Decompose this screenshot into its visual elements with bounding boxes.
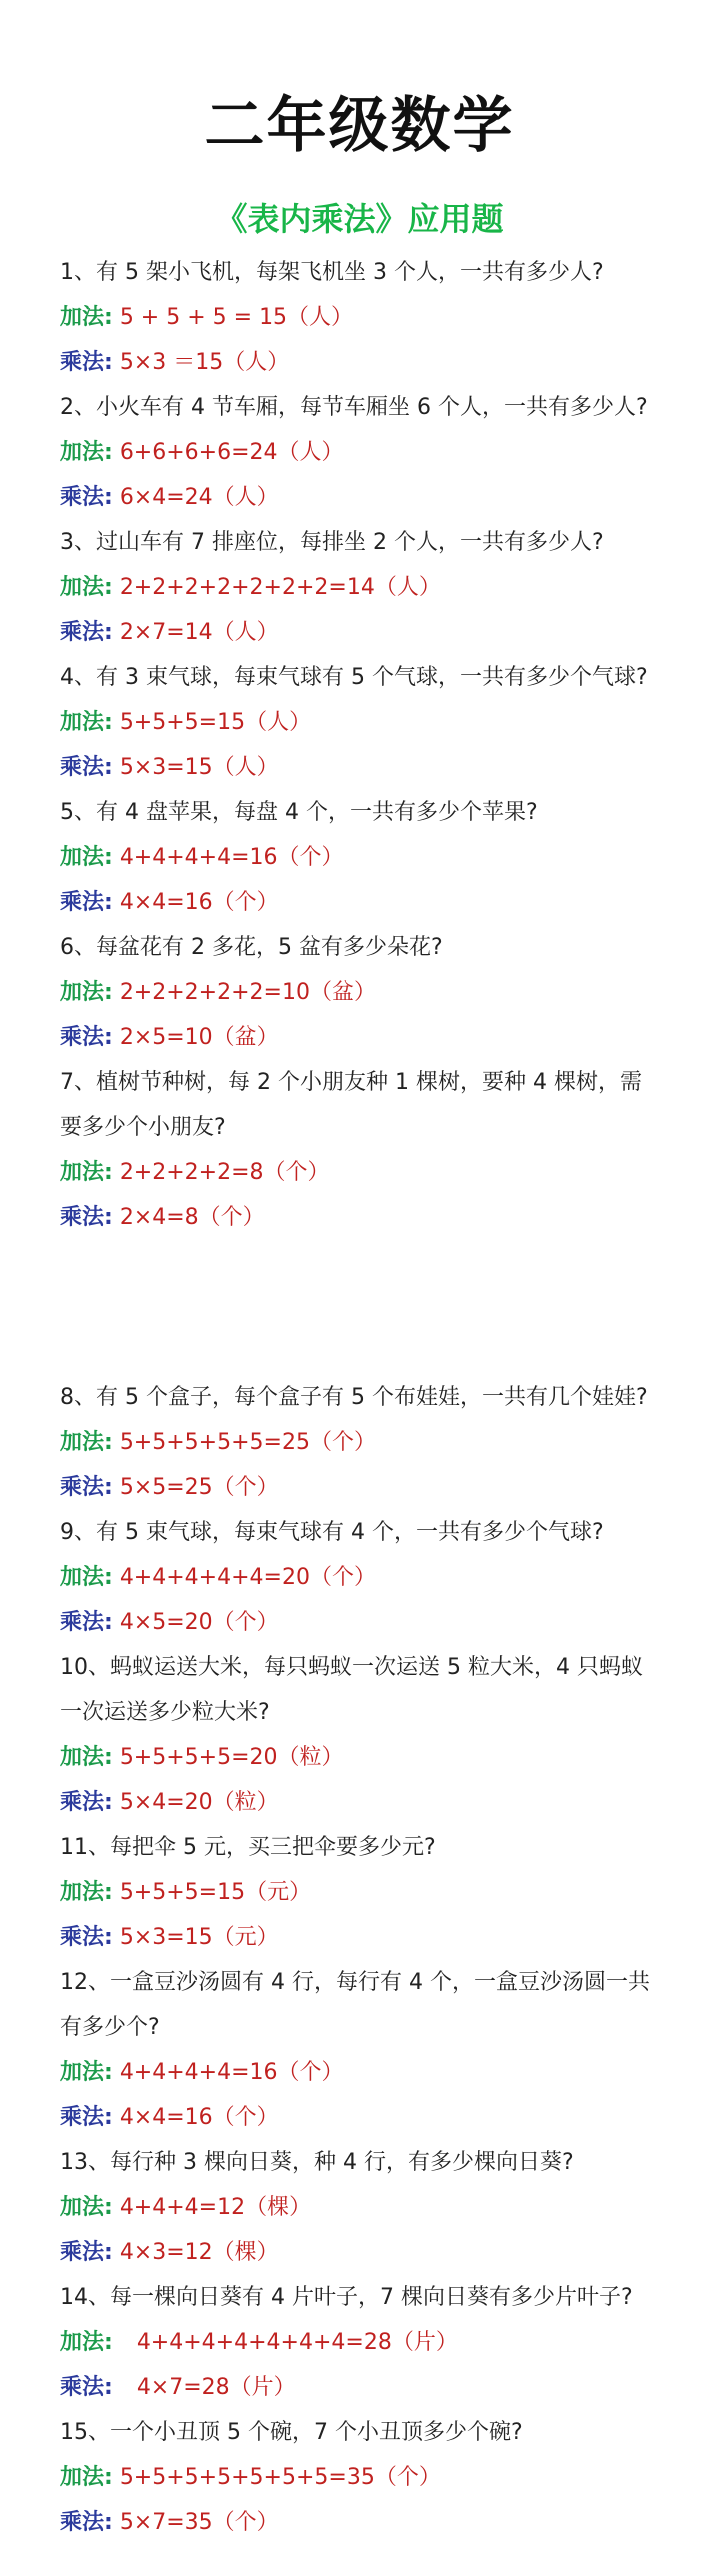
addition-equation: 2+2+2+2+2+2+2=14（人）	[119, 575, 441, 600]
addition-equation: 2+2+2+2+2=10（盆）	[119, 980, 376, 1005]
multiplication-row-11	[60, 1923, 680, 1953]
addition-equation: 4+4+4+4=16（个）	[119, 2060, 344, 2085]
addition-row-5	[60, 843, 680, 873]
addition-row-12	[60, 2058, 680, 2088]
multiplication-row-8	[60, 1473, 680, 1503]
addition-row-6	[60, 978, 680, 1008]
addition-equation: 5+5+5+5+5=25（个）	[119, 1430, 376, 1455]
question-1: 1、有 5 架小飞机，每架飞机坐 3 个人，一共有多少人?	[60, 260, 604, 285]
question-10-continued: 一次运送多少粒大米?	[60, 1700, 270, 1725]
question-7: 7、植树节种树，每 2 个小朋友种 1 棵树，要种 4 棵树，需	[60, 1070, 642, 1095]
multiplication-row-4	[60, 753, 680, 783]
multiplication-row-12	[60, 2103, 680, 2133]
addition-equation: 5+5+5+5=20（粒）	[119, 1745, 344, 1770]
addition-row-15	[60, 2463, 680, 2493]
addition-row-10	[60, 1743, 680, 1773]
addition-label: 加法:	[60, 1565, 113, 1590]
question-3: 3、过山车有 7 排座位，每排坐 2 个人，一共有多少人?	[60, 530, 604, 555]
multiplication-row-13	[60, 2238, 680, 2268]
addition-label: 加法:	[60, 575, 113, 600]
question-5: 5、有 4 盘苹果，每盘 4 个，一共有多少个苹果?	[60, 800, 538, 825]
question-10: 10、蚂蚁运送大米，每只蚂蚁一次运送 5 粒大米，4 只蚂蚁	[60, 1655, 643, 1680]
addition-row-4	[60, 708, 680, 738]
multiplication-row-9	[60, 1608, 680, 1638]
multiplication-equation: 2×7=14（人）	[119, 620, 279, 645]
question-12-continued: 有多少个?	[60, 2015, 160, 2040]
multiplication-label: 乘法:	[60, 2375, 113, 2400]
page-subtitle: 《表内乘法》应用题	[215, 200, 504, 238]
multiplication-equation: 5×3=15（人）	[119, 755, 279, 780]
addition-label: 加法:	[60, 2195, 113, 2220]
addition-label: 加法:	[60, 845, 113, 870]
multiplication-row-2	[60, 483, 680, 513]
addition-label: 加法:	[60, 1880, 113, 1905]
page-title: 二年级数学	[204, 91, 515, 161]
multiplication-equation: 2×5=10（盆）	[119, 1025, 279, 1050]
addition-equation: 2+2+2+2=8（个）	[119, 1160, 330, 1185]
addition-row-11	[60, 1878, 680, 1908]
multiplication-equation: 5×7=35（个）	[119, 2510, 279, 2535]
addition-row-7	[60, 1158, 680, 1188]
addition-label: 加法:	[60, 2060, 113, 2085]
multiplication-row-1	[60, 348, 680, 378]
addition-label: 加法:	[60, 1430, 113, 1455]
multiplication-label: 乘法:	[60, 1790, 113, 1815]
multiplication-label: 乘法:	[60, 890, 113, 915]
multiplication-label: 乘法:	[60, 485, 113, 510]
addition-equation: 5+5+5+5+5+5+5=35（个）	[119, 2465, 441, 2490]
addition-label: 加法:	[60, 2330, 113, 2355]
question-15: 15、一个小丑顶 5 个碗，7 个小丑顶多少个碗?	[60, 2420, 523, 2445]
addition-row-9	[60, 1563, 680, 1593]
multiplication-label: 乘法:	[60, 350, 113, 375]
multiplication-equation: 5×4=20（粒）	[119, 1790, 279, 1815]
question-13: 13、每行种 3 棵向日葵，种 4 行，有多少棵向日葵?	[60, 2150, 574, 2175]
multiplication-equation: 4×5=20（个）	[119, 1610, 279, 1635]
multiplication-row-7	[60, 1203, 680, 1233]
multiplication-row-6	[60, 1023, 680, 1053]
addition-row-8	[60, 1428, 680, 1458]
multiplication-label: 乘法:	[60, 2240, 113, 2265]
addition-label: 加法:	[60, 1160, 113, 1185]
addition-label: 加法:	[60, 440, 113, 465]
addition-label: 加法:	[60, 305, 113, 330]
question-14: 14、每一棵向日葵有 4 片叶子，7 棵向日葵有多少片叶子?	[60, 2285, 633, 2310]
multiplication-label: 乘法:	[60, 2105, 113, 2130]
multiplication-label: 乘法:	[60, 755, 113, 780]
multiplication-equation: 4×4=16（个）	[119, 2105, 279, 2130]
multiplication-row-3	[60, 618, 680, 648]
addition-row-2	[60, 438, 680, 468]
addition-equation: 5+5+5=15（人）	[119, 710, 312, 735]
multiplication-label: 乘法:	[60, 2510, 113, 2535]
addition-equation: 4+4+4=12（棵）	[119, 2195, 312, 2220]
addition-row-13	[60, 2193, 680, 2223]
multiplication-row-10	[60, 1788, 680, 1818]
question-8: 8、有 5 个盒子，每个盒子有 5 个布娃娃，一共有几个娃娃?	[60, 1385, 648, 1410]
multiplication-equation: 2×4=8（个）	[119, 1205, 265, 1230]
question-9: 9、有 5 束气球，每束气球有 4 个，一共有多少个气球?	[60, 1520, 604, 1545]
multiplication-equation: 4×7=28（片）	[136, 2375, 296, 2400]
addition-label: 加法:	[60, 710, 113, 735]
addition-equation: 4+4+4+4+4+4+4=28（片）	[136, 2330, 458, 2355]
multiplication-equation: 4×3=12（棵）	[119, 2240, 279, 2265]
addition-label: 加法:	[60, 980, 113, 1005]
addition-equation: 5 + 5 + 5 = 15（人）	[119, 305, 354, 330]
question-12: 12、一盒豆沙汤圆有 4 行，每行有 4 个，一盒豆沙汤圆一共	[60, 1970, 650, 1995]
addition-row-14	[60, 2328, 680, 2358]
question-11: 11、每把伞 5 元，买三把伞要多少元?	[60, 1835, 436, 1860]
multiplication-label: 乘法:	[60, 1205, 113, 1230]
addition-equation: 5+5+5=15（元）	[119, 1880, 312, 1905]
question-2: 2、小火车有 4 节车厢，每节车厢坐 6 个人，一共有多少人?	[60, 395, 648, 420]
addition-label: 加法:	[60, 1745, 113, 1770]
addition-equation: 4+4+4+4=16（个）	[119, 845, 344, 870]
question-6: 6、每盆花有 2 多花，5 盆有多少朵花?	[60, 935, 443, 960]
multiplication-equation: 6×4=24（人）	[119, 485, 279, 510]
addition-row-1	[60, 303, 680, 333]
multiplication-row-15	[60, 2508, 680, 2538]
multiplication-label: 乘法:	[60, 1475, 113, 1500]
multiplication-label: 乘法:	[60, 1610, 113, 1635]
multiplication-equation: 4×4=16（个）	[119, 890, 279, 915]
multiplication-equation: 5×3=15（元）	[119, 1925, 279, 1950]
multiplication-equation: 5×3 ＝15（人）	[119, 350, 290, 375]
question-7-continued: 要多少个小朋友?	[60, 1115, 226, 1140]
question-4: 4、有 3 束气球，每束气球有 5 个气球，一共有多少个气球?	[60, 665, 648, 690]
addition-equation: 4+4+4+4+4=20（个）	[119, 1565, 376, 1590]
multiplication-row-5	[60, 888, 680, 918]
multiplication-row-14	[60, 2373, 680, 2403]
multiplication-label: 乘法:	[60, 620, 113, 645]
multiplication-label: 乘法:	[60, 1025, 113, 1050]
multiplication-equation: 5×5=25（个）	[119, 1475, 279, 1500]
addition-row-3	[60, 573, 680, 603]
addition-equation: 6+6+6+6=24（人）	[119, 440, 344, 465]
addition-label: 加法:	[60, 2465, 113, 2490]
multiplication-label: 乘法:	[60, 1925, 113, 1950]
